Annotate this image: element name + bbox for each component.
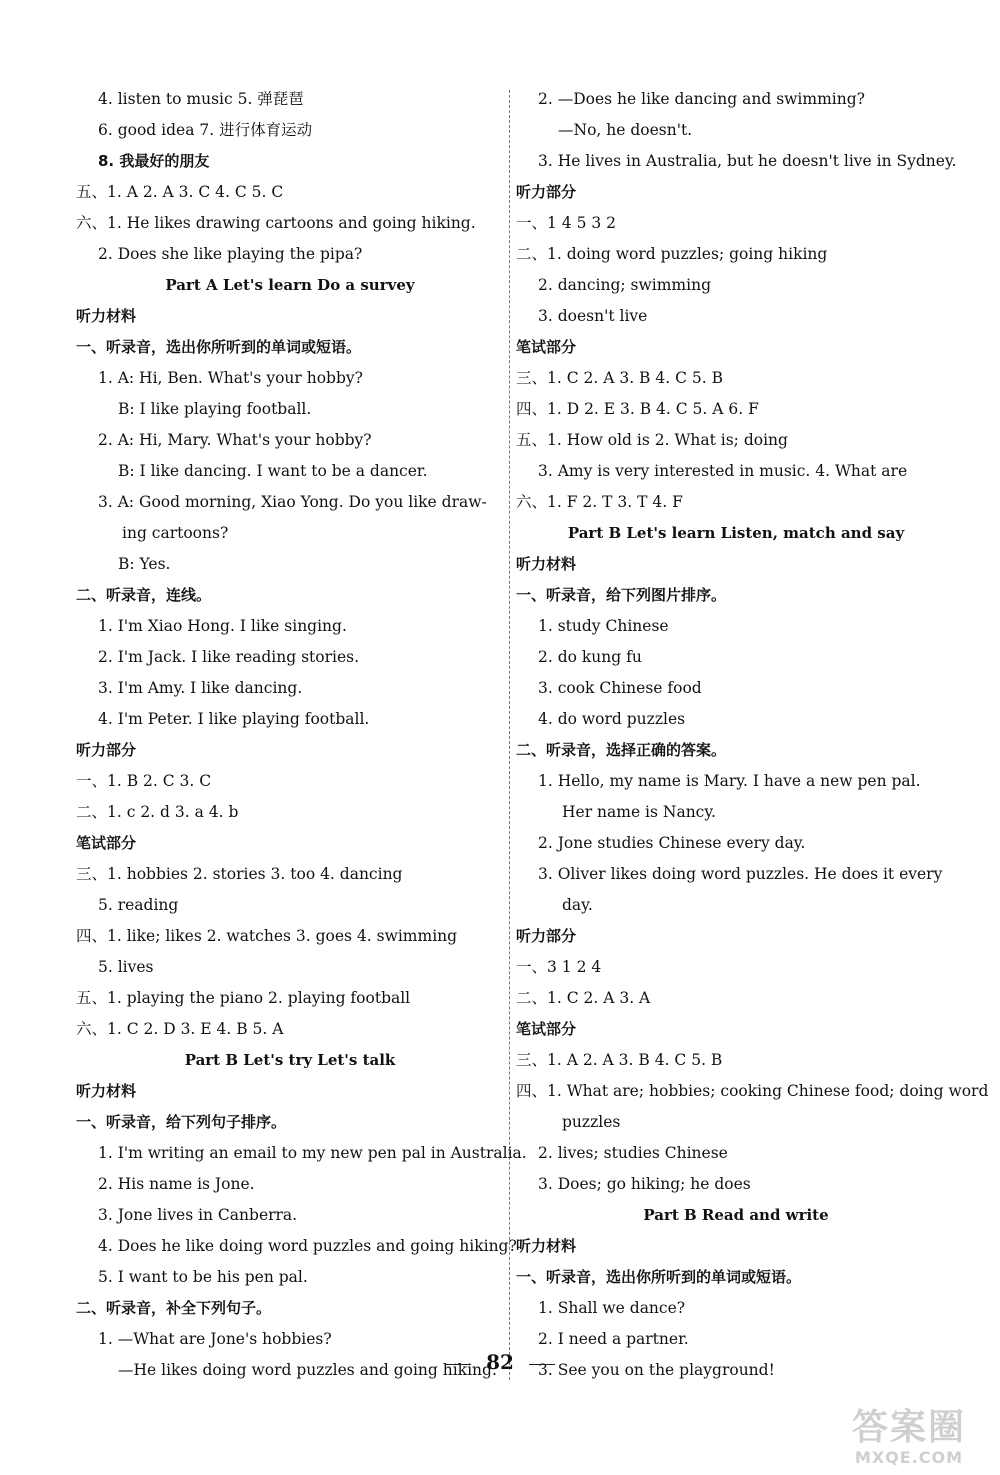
answer-line: 3. Does; go hiking; he does	[538, 1175, 751, 1193]
dialogue-line: 2. A: Hi, Mary. What's your hobby?	[98, 431, 372, 449]
answer-line: 六、1. He likes drawing cartoons and going hiking.	[76, 214, 476, 232]
answer-line: 5. reading	[98, 896, 179, 914]
question-heading: 一、听录音，选出你所听到的单词或短语。	[516, 1268, 802, 1286]
dialogue-line: B: I like dancing. I want to be a dancer.	[118, 462, 428, 480]
question-heading: 二、听录音，连线。	[76, 586, 212, 604]
text-line: 1. I'm writing an email to my new pen pal in Australia.	[98, 1144, 527, 1162]
text-line: 3. cook Chinese food	[538, 679, 702, 697]
right-column	[516, 84, 989, 1386]
text-line: 2. Does she like playing the pipa?	[98, 245, 363, 263]
section-heading: 听力材料	[76, 1082, 137, 1100]
answer-line: 三、1. hobbies 2. stories 3. too 4. dancing	[76, 865, 403, 883]
section-heading: 笔试部分	[516, 1020, 577, 1038]
answer-line: puzzles	[562, 1113, 621, 1131]
part-heading: Part B Let's try Let's talk	[184, 1051, 396, 1069]
answer-line: 3. Amy is very interested in music. 4. What are	[538, 462, 908, 480]
watermark-logo	[834, 1408, 984, 1467]
section-heading: 听力材料	[516, 1237, 577, 1255]
text-line: 1. I'm Xiao Hong. I like singing.	[98, 617, 347, 635]
section-heading: 笔试部分	[516, 338, 577, 356]
dialogue-line: 1. A: Hi, Ben. What's your hobby?	[98, 369, 363, 387]
footer-rule-right	[529, 1364, 555, 1365]
dialogue-line: —He likes doing word puzzles and going hiking.	[118, 1361, 497, 1379]
dialogue-line: —No, he doesn't.	[558, 121, 693, 139]
section-heading: 听力部分	[516, 183, 577, 201]
answer-line: 2. dancing; swimming	[538, 276, 711, 294]
dialogue-line: B: Yes.	[118, 555, 171, 573]
answer-line: 三、1. C 2. A 3. B 4. C 5. B	[516, 369, 723, 387]
footer-rule-left	[445, 1364, 471, 1365]
watermark-url: MXQE.COM	[854, 1448, 964, 1467]
answer-line: 二、1. doing word puzzles; going hiking	[516, 245, 828, 263]
text-line: 3. Jone lives in Canberra.	[98, 1206, 298, 1224]
text-line: 5. I want to be his pen pal.	[98, 1268, 308, 1286]
text-line: 1. Shall we dance?	[538, 1299, 686, 1317]
answer-line: 一、1. B 2. C 3. C	[76, 772, 212, 790]
text-line: 4. do word puzzles	[538, 710, 686, 728]
text-line: 3. Oliver likes doing word puzzles. He does it every	[538, 865, 943, 883]
watermark-text: 答案圈	[851, 1407, 966, 1448]
answer-line: 二、1. c 2. d 3. a 4. b	[76, 803, 239, 821]
part-heading: Part B Let's learn Listen, match and say	[567, 524, 905, 542]
answer-line: 四、1. What are; hobbies; cooking Chinese food; doing word	[516, 1082, 989, 1100]
section-heading: 听力部分	[516, 927, 577, 945]
answer-line: 一、1 4 5 3 2	[516, 214, 617, 232]
text-line: 3. I'm Amy. I like dancing.	[98, 679, 303, 697]
text-line: 8. 我最好的朋友	[98, 152, 210, 170]
text-line: 1. study Chinese	[538, 617, 669, 635]
part-heading: Part A Let's learn Do a survey	[165, 276, 415, 294]
answer-line: 一、3 1 2 4	[516, 958, 602, 976]
text-line: day.	[562, 896, 593, 914]
question-heading: 一、听录音，选出你所听到的单词或短语。	[76, 338, 362, 356]
answer-line: 二、1. C 2. A 3. A	[516, 989, 651, 1007]
left-column	[76, 84, 527, 1386]
question-heading: 一、听录音，给下列图片排序。	[516, 586, 727, 604]
question-heading: 一、听录音，给下列句子排序。	[76, 1113, 287, 1131]
dialogue-line: B: I like playing football.	[118, 400, 312, 418]
text-line: 2. Jone studies Chinese every day.	[538, 834, 806, 852]
section-heading: 听力材料	[76, 307, 137, 325]
text-line: 4. I'm Peter. I like playing football.	[98, 710, 370, 728]
answer-line: 五、1. How old is 2. What is; doing	[516, 431, 788, 449]
dialogue-line: 1. —What are Jone's hobbies?	[98, 1330, 332, 1348]
answer-line: 四、1. like; likes 2. watches 3. goes 4. swimming	[76, 927, 458, 945]
answer-line: 5. lives	[98, 958, 154, 976]
answer-line: 六、1. F 2. T 3. T 4. F	[516, 493, 683, 511]
answer-line: 四、1. D 2. E 3. B 4. C 5. A 6. F	[516, 400, 759, 418]
answer-line: 六、1. C 2. D 3. E 4. B 5. A	[76, 1020, 284, 1038]
text-line: 3. He lives in Australia, but he doesn't live in Sydney.	[538, 152, 957, 170]
question-heading: 二、听录音，选择正确的答案。	[516, 741, 727, 759]
column-divider	[509, 90, 510, 1380]
page-number: 82	[486, 1350, 514, 1374]
text-line: 6. good idea 7. 进行体育运动	[98, 121, 313, 139]
text-line: 2. I need a partner.	[538, 1330, 689, 1348]
text-line: 3. See you on the playground!	[538, 1361, 775, 1379]
section-heading: 听力材料	[516, 555, 577, 573]
section-heading: 笔试部分	[76, 834, 137, 852]
text-line: 2. I'm Jack. I like reading stories.	[98, 648, 360, 666]
answer-line: 2. lives; studies Chinese	[538, 1144, 728, 1162]
text-line: 1. Hello, my name is Mary. I have a new pen pal.	[538, 772, 921, 790]
answer-line: 五、1. playing the piano 2. playing football	[76, 989, 411, 1007]
dialogue-line: 3. A: Good morning, Xiao Yong. Do you like draw-	[98, 493, 487, 511]
text-line: 2. His name is Jone.	[98, 1175, 255, 1193]
answer-line: 三、1. A 2. A 3. B 4. C 5. B	[516, 1051, 723, 1069]
dialogue-line: ing cartoons?	[122, 524, 229, 542]
answer-line: 五、1. A 2. A 3. C 4. C 5. C	[76, 183, 284, 201]
question-heading: 二、听录音，补全下列句子。	[76, 1299, 272, 1317]
page-footer	[0, 1350, 1000, 1374]
section-heading: 听力部分	[76, 741, 137, 759]
part-heading: Part B Read and write	[643, 1206, 829, 1224]
text-line: 4. Does he like doing word puzzles and going hiking?	[98, 1237, 517, 1255]
text-line: 2. do kung fu	[538, 648, 642, 666]
answer-line: 3. doesn't live	[538, 307, 648, 325]
text-line: Her name is Nancy.	[562, 803, 716, 821]
dialogue-line: 2. —Does he like dancing and swimming?	[538, 90, 865, 108]
text-line: 4. listen to music 5. 弹琵琶	[98, 90, 304, 108]
